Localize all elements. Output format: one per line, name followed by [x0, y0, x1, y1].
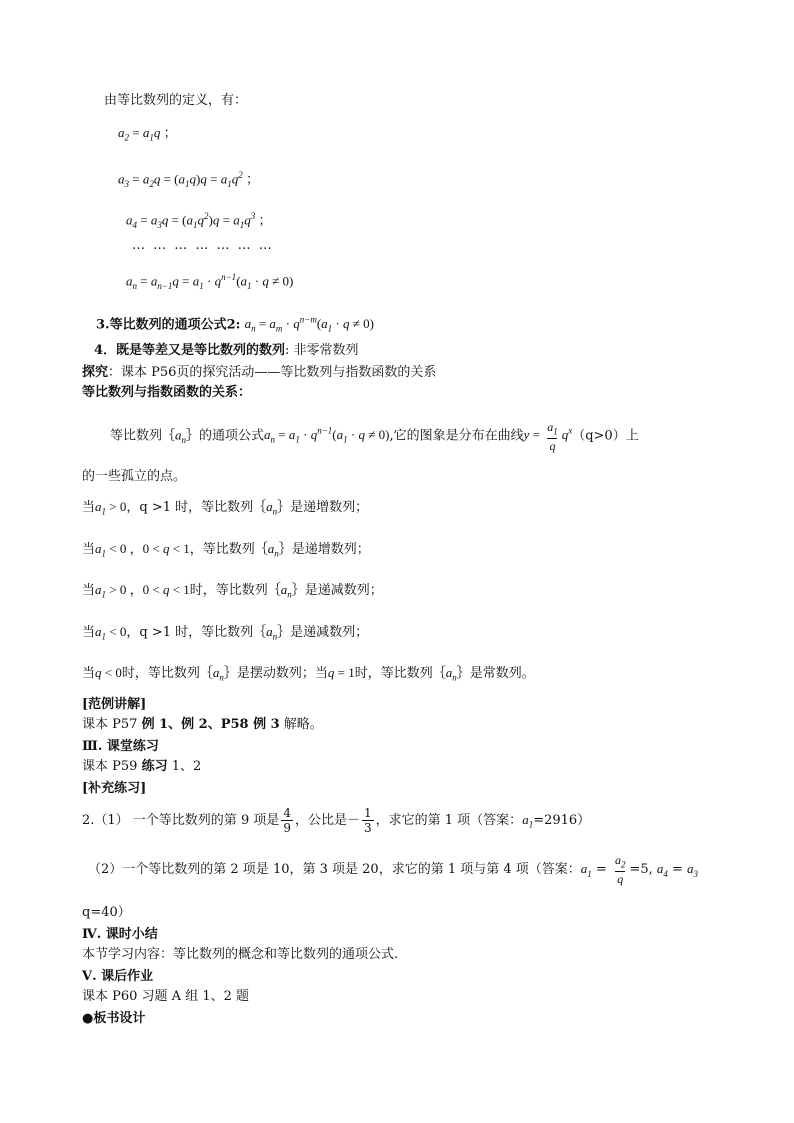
formula-2-label: 3.等比数列的通项公式2:: [96, 317, 241, 333]
fraction-1-3: $\frac{1}{3}$: [364, 806, 372, 835]
paragraph-1: 等比数列$\{a_n\}$的通项公式$a_n = a_1 \cdot q^{n-1}(a_1 \cdot q \ne 0)$,它的图象是分布在曲线y = $\frac{a_1}{q}$ $q^x(q>0)$上: [110, 419, 639, 454]
item-4-text: : 非零常数列: [285, 343, 359, 358]
fraction-a2-over-q: $\frac{a_2}{q}$: [614, 853, 626, 887]
case-5: 当q < 0时，等比数列$\{a_n\}$是摆动数列；当q = 1时，等比数列$\{a_n\}$是常数列。: [82, 665, 535, 683]
practice-text: 课本 P59 练习 1、2: [82, 759, 202, 774]
board-design-title: ●板书设计: [82, 1011, 146, 1026]
exercise-1: 2.（1） 一个等比数列的第 9 项是 $\frac{4}{9}$ ，公比是－ $\frac{1}{3}$ ，求它的第 1 项（答案：$a_1=2916$）: [82, 806, 591, 835]
fraction-4-9: $\frac{4}{9}$: [283, 806, 291, 835]
supplementary-title: [补充练习]: [82, 781, 147, 796]
case-2: 当$a_1 < 0$ ，0 < q < 1，等比数列$\{a_n\}$是递增数列；: [82, 541, 370, 559]
item-4: [94, 342, 359, 360]
equation-a2: $a_2 = a_1q$ ；: [118, 125, 177, 143]
explore-text: ：课本 P56页的探究活动——等比数列与指数函数的关系: [108, 365, 437, 380]
equation-a3: $a_3 = a_2q = (a_1q)q = a_1q^2$ ；: [118, 170, 259, 189]
equation-a4: $a_4 = a_3q = (a_1q^2)q = a_1q^3$ ；: [126, 211, 272, 230]
case-1: 当$a_1 > 0$，q >1 时，等比数列$\{a_n\}$是递增数列；: [82, 499, 369, 517]
examples-title: [范例讲解]: [82, 697, 147, 712]
homework-text: 课本 P60 习题 A 组 1、2 题: [82, 989, 250, 1004]
exercise-2: （2）一个等比数列的第 2 项是 10，第 3 项是 20，求它的第 1 项与第 4 项（答案：$a_1$ = $\frac{a_2}{q}$ =5, $a_4 = a_3$: [88, 853, 699, 887]
formula-2: 3.等比数列的通项公式2: $a_n = a_m \cdot q^{n-m}(a_1 \cdot q \ne 0)$: [96, 315, 374, 334]
examples-text: 课本 P57 例 1、例 2、P58 例 3 解略。: [82, 717, 323, 732]
intro-text: 由等比数列的定义，有：: [104, 93, 248, 108]
paragraph-1-line2: 的一些孤立的点。: [82, 469, 187, 484]
homework-title: Ⅴ. 课后作业: [82, 969, 154, 984]
explore-label: 探究: [82, 365, 109, 380]
case-4: 当$a_1 < 0$，q >1 时，等比数列$\{a_n\}$是递减数列；: [82, 624, 369, 642]
practice-title: Ⅲ. 课堂练习: [82, 739, 159, 754]
equation-an: $a_n = a_{n-1}q = a_1 \cdot q^{n-1}(a_1 \cdot q \ne 0)$: [126, 272, 294, 291]
explore-line: [82, 364, 436, 382]
summary-title: Ⅳ. 课时小结: [82, 927, 158, 942]
fraction-a1-over-q: $\frac{a_1}{q}$: [547, 419, 558, 454]
summary-text: 本节学习内容：等比数列的概念和等比数列的通项公式.: [82, 947, 399, 962]
case-3: 当$a_1 > 0$ ，0 < q < 1时，等比数列$\{a_n\}$是递减数列；: [82, 582, 383, 600]
relation-title: 等比数列与指数函数的关系：: [82, 385, 252, 400]
exercise-2-line2: q=40）: [82, 905, 131, 920]
equation-dots: … … … … … … …: [132, 238, 274, 253]
item-4-label: 4．既是等差又是等比数列的数列: [94, 343, 286, 358]
